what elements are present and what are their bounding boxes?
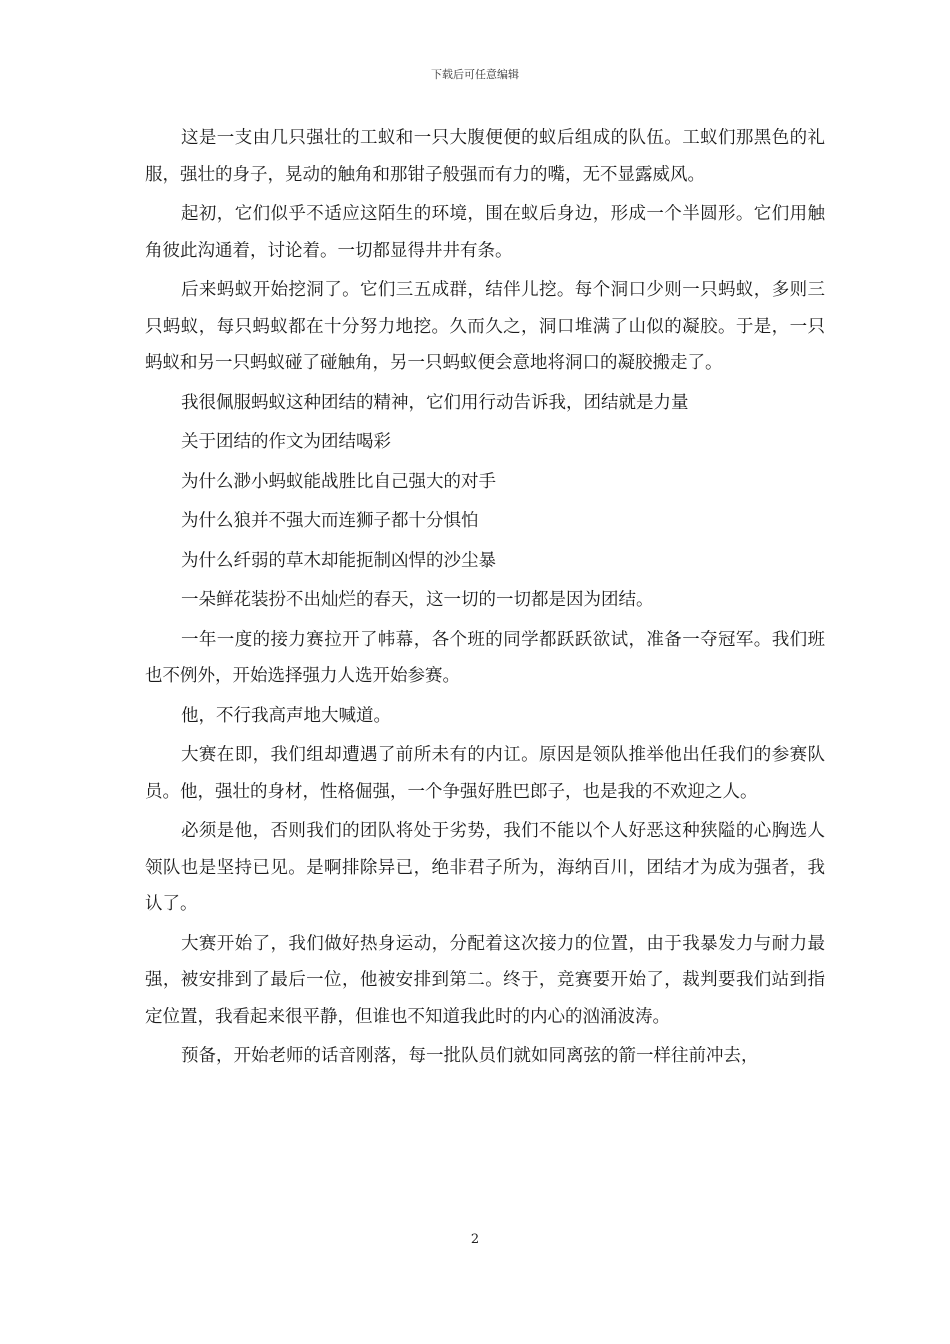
paragraph: 这是一支由几只强壮的工蚁和一只大腹便便的蚁后组成的队伍。工蚁们那黑色的礼服，强壮的身子，晃动的触角和那钳子般强而有力的嘴，无不显露威风。 [145, 128, 825, 185]
paragraph: 为什么纤弱的草木却能扼制凶悍的沙尘暴 [181, 550, 496, 571]
page-header: 下载后可任意编辑 [431, 68, 519, 81]
paragraph: 关于团结的作文为团结喝彩 [181, 432, 391, 452]
paragraph: 我很佩服蚂蚁这种团结的精神，它们用行动告诉我，团结就是力量 [181, 392, 689, 413]
paragraph: 必须是他，否则我们的团队将处于劣势，我们不能以个人好恶这种狭隘的心胸选人领队也是坚持已见。是啊排除异已，绝非君子所为，海纳百川，团结才为成为强者，我认了。 [145, 821, 825, 914]
paragraph: 一朵鲜花装扮不出灿烂的春天，这一切的一切都是因为团结。 [181, 590, 654, 610]
document-body [145, 120, 825, 1078]
paragraph: 为什么狼并不强大而连狮子都十分惧怕 [181, 511, 479, 531]
page-number: 2 [470, 1232, 480, 1247]
paragraph: 一年一度的接力赛拉开了帏幕，各个班的同学都跃跃欲试，准备一夺冠军。我们班也不例外，开始选择强力人选开始参赛。 [145, 629, 825, 686]
paragraph: 后来蚂蚁开始挖洞了。它们三五成群，结伴儿挖。每个洞口少则一只蚂蚁，多则三只蚂蚁，每只蚂蚁都在十分努力地挖。久而久之，洞口堆满了山似的凝胶。于是，一只蚂蚁和另一只蚂蚁碰了碰触角，另一只蚂蚁便会意地将洞口的凝胶搬走了。 [145, 280, 825, 373]
paragraph: 他，不行我高声地大喊道。 [181, 705, 391, 726]
paragraph: 为什么渺小蚂蚁能战胜比自己强大的对手 [181, 471, 496, 492]
paragraph: 大赛在即，我们组却遭遇了前所未有的内讧。原因是领队推举他出任我们的参赛队员。他，强壮的身材，性格倔强，一个争强好胜巴郎子，也是我的不欢迎之人。 [145, 745, 825, 802]
paragraph: 起初，它们似乎不适应这陌生的环境，围在蚁后身边，形成一个半圆形。它们用触角彼此沟通着，讨论着。一切都显得井井有条。 [145, 204, 825, 261]
paragraph: 大赛开始了，我们做好热身运动，分配着这次接力的位置，由于我暴发力与耐力最强，被安排到了最后一位，他被安排到第二。终于，竞赛要开始了，裁判要我们站到指定位置，我看起来很平静，但谁也不知道我此时的内心的汹涌波涛。 [145, 933, 825, 1027]
paragraph: 预备，开始老师的话音刚落，每一批队员们就如同离弦的箭一样往前冲去， [181, 1046, 759, 1066]
